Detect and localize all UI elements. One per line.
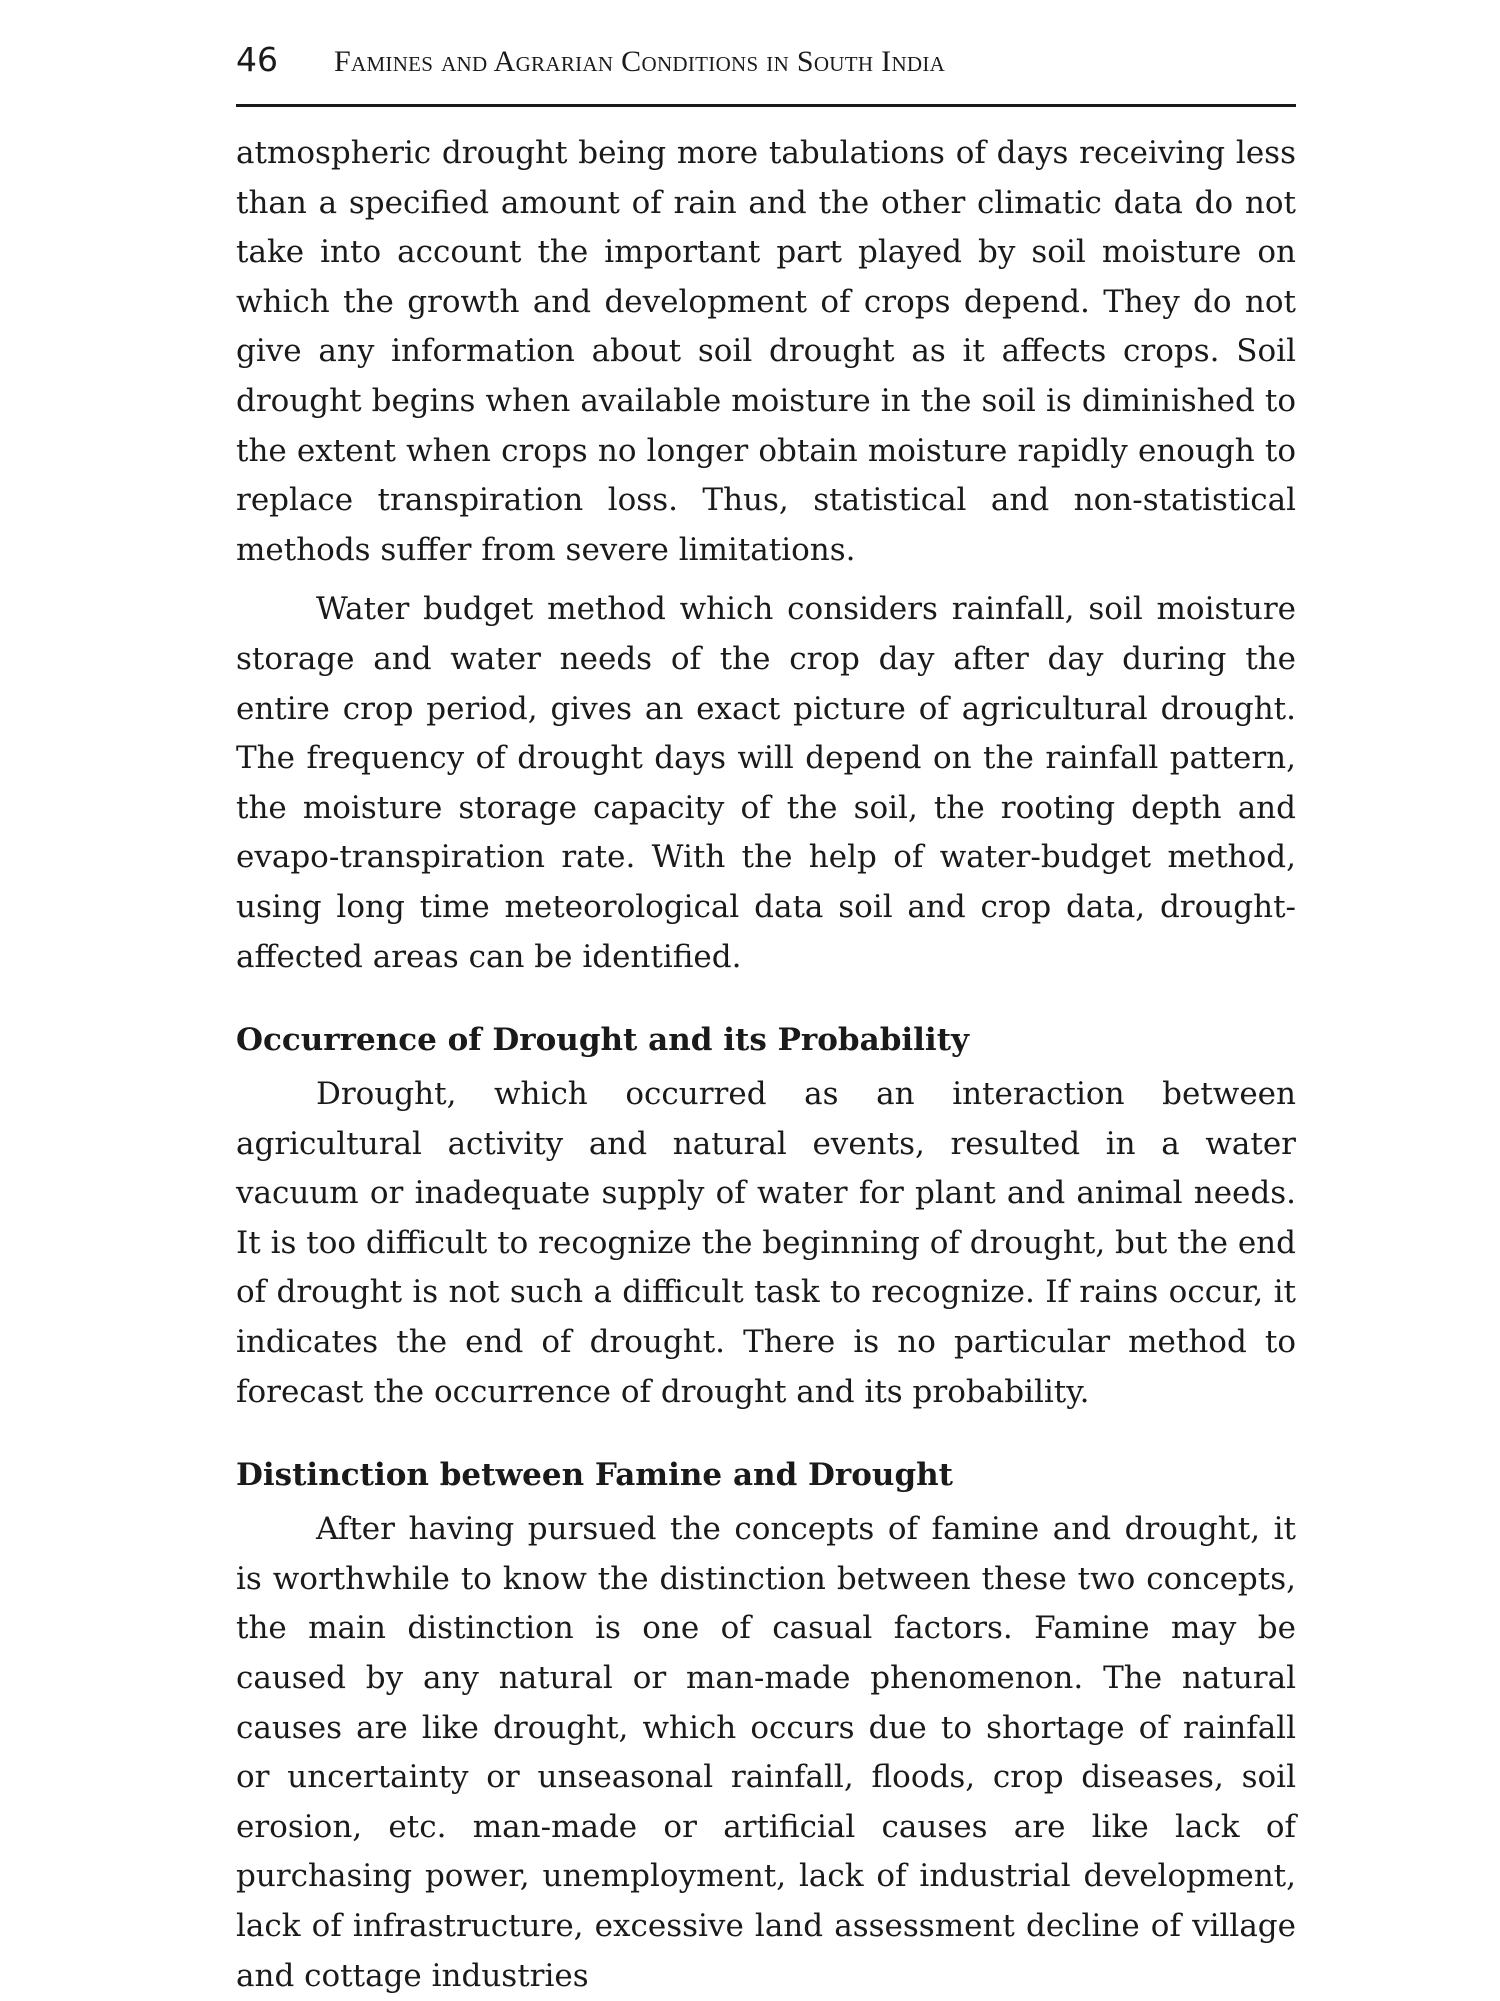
paragraph-continued: atmospheric drought being more tabulations of days receiving less than a specified amount of rain and the other climatic data do not take into account the important part played by soil moisture on which the growth and development of crops depend. They do not give any information about soil drought as it affects crops. Soil drought begins when available moisture in the soil is diminished to the extent when crops no longer obtain moisture rapidly enough to replace transpiration loss. Thus, statistical and non-statistical methods suffer from severe limitations. <box>236 135 1296 568</box>
book-page <box>236 40 1296 2001</box>
paragraph-water-budget: Water budget method which considers rainfall, soil moisture storage and water needs of the crop day after day during the entire crop period, gives an exact picture of agricultural drought. The frequency of drought days will depend on the rainfall pattern, the moisture storage capacity of the soil, the rooting depth and evapo-transpiration rate. With the help of water-budget method, using long time meteorological data soil and crop data, drought-affected areas can be identified. <box>236 591 1296 975</box>
running-header <box>236 40 1296 98</box>
book-title: Famines and Agrarian Conditions in South India <box>334 45 946 78</box>
paragraph-distinction: After having pursued the concepts of famine and drought, it is worthwhile to know the distinction between these two concepts, the main distinction is one of casual factors. Famine may be caused by any natural or man-made phenomenon. The natural causes are like drought, which occurs due to shortage of rainfall or uncertainty or unseasonal rainfall, floods, crop diseases, soil erosion, etc. man-made or artificial causes are like lack of purchasing power, unemployment, lack of industrial development, lack of infrastructure, excessive land assessment decline of village and cottage industries <box>236 1511 1296 1994</box>
paragraph-occurrence: Drought, which occurred as an interaction between agricultural activity and natural events, resulted in a water vacuum or inadequate supply of water for plant and animal needs. It is too difficult to recognize the beginning of drought, but the end of drought is not such a difficult task to recognize. If rains occur, it indicates the end of drought. There is no particular method to forecast the occurrence of drought and its probability. <box>236 1076 1296 1410</box>
section-heading-occurrence: Occurrence of Drought and its Probability <box>236 1022 970 1059</box>
page-number: 46 <box>236 40 278 79</box>
header-rule <box>236 104 1296 107</box>
section-heading-distinction: Distinction between Famine and Drought <box>236 1457 953 1494</box>
paragraph-gap <box>236 575 1296 585</box>
